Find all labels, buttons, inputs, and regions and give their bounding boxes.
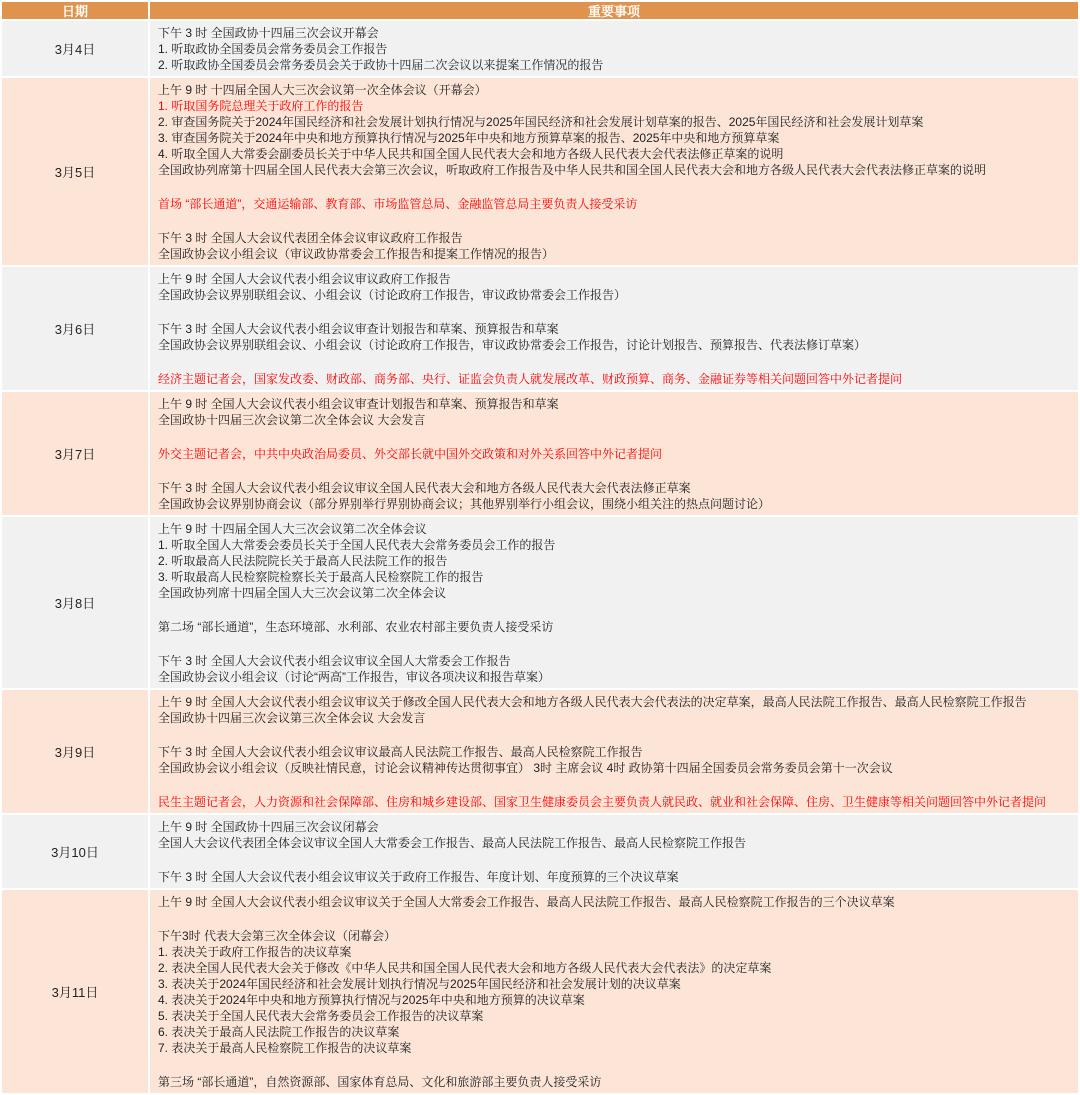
event-line: 全国政协会议界别联组会议、小组会议（讨论政府工作报告，审议政协常委会工作报告，讨论计划报告、预算报告、代表法修订草案） [158, 338, 867, 352]
event-line: 第三场 “部长通道”，自然资源部、国家体育总局、文化和旅游部主要负责人接受采访 [158, 1075, 602, 1089]
date-cell: 3月4日 [2, 21, 148, 76]
event-line: 上午 9 时 全国人大会议代表小组会议审议关于修改全国人民代表大会和地方各级人民代表大会代表法的决定草案，最高人民法院工作报告、最高人民检察院工作报告 [158, 695, 1027, 709]
events-cell [150, 517, 1078, 688]
table-body [2, 21, 1078, 1093]
event-line: 上午 9 时 全国人大会议代表小组会议审查计划报告和草案、预算报告和草案 [158, 397, 559, 411]
event-line: 下午 3 时 全国人大会议代表团全体会议审议政府工作报告 [158, 231, 463, 245]
event-line: 民生主题记者会，人力资源和社会保障部、住房和城乡建设部、国家卫生健康委员会主要负责人就民政、就业和社会保障、住房、卫生健康等相关问题回答中外记者提问 [158, 795, 1047, 809]
event-line: 全国政协列席第十四届全国人民代表大会第三次会议，听取政府工作报告及中华人民共和国全国人民代表大会和地方各级人民代表大会代表法修正草案的说明 [158, 163, 987, 177]
event-line: 1. 表决关于政府工作报告的决议草案 [158, 945, 352, 959]
event-line: 上午 9 时 全国人大会议代表小组会议审议政府工作报告 [158, 272, 451, 286]
table-row [2, 690, 1078, 813]
date-column-header: 日期 [2, 2, 148, 19]
date-cell: 3月8日 [2, 517, 148, 688]
event-line: 4. 听取全国人大常委会副委员长关于中华人民共和国全国人民代表大会和地方各级人民代表大会代表法修正草案的说明 [158, 147, 784, 161]
event-line-spacer [158, 851, 1070, 869]
event-line: 全国政协会议小组会议（讨论“两高”工作报告，审议各项决议和报告草案） [158, 670, 550, 684]
event-line-spacer [158, 462, 1070, 480]
event-line: 全国政协会议小组会议（反映社情民意，讨论会议精神传达贯彻事宜） 3时 主席会议 4时 政协第十四届全国委员会常务委员会第十一次会议 [158, 761, 893, 775]
table-row [2, 890, 1078, 1093]
event-line: 3. 表决关于2024年国民经济和社会发展计划执行情况与2025年国民经济和社会发展计划的决议草案 [158, 977, 681, 991]
event-line: 下午 3 时 全国人大会议代表小组会议审议关于政府工作报告、年度计划、年度预算的三个决议草案 [158, 870, 679, 884]
event-line: 外交主题记者会，中共中央政治局委员、外交部长就中国外交政策和对外关系回答中外记者提问 [158, 447, 663, 461]
table-row [2, 392, 1078, 515]
event-line-spacer [158, 1056, 1070, 1074]
event-line: 2. 听取政协全国委员会常务委员会关于政协十四届二次会议以来提案工作情况的报告 [158, 58, 604, 72]
event-line: 全国政协十四届三次会议第二次全体会议 大会发言 [158, 413, 426, 427]
event-line: 7. 表决关于最高人民检察院工作报告的决议草案 [158, 1041, 412, 1055]
date-cell: 3月5日 [2, 78, 148, 265]
table-row [2, 517, 1078, 688]
events-cell [150, 267, 1078, 390]
event-line-spacer [158, 353, 1070, 371]
event-line: 下午3时 代表大会第三次全体会议（闭幕会） [158, 929, 397, 943]
date-cell: 3月11日 [2, 890, 148, 1093]
event-line: 2. 听取最高人民法院院长关于最高人民法院工作的报告 [158, 554, 448, 568]
event-line-spacer [158, 726, 1070, 744]
event-line-spacer [158, 635, 1070, 653]
date-cell: 3月10日 [2, 815, 148, 888]
event-line: 上午 9 时 十四届全国人大三次会议第一次全体会议（开幕会） [158, 83, 487, 97]
event-line: 下午 3 时 全国人大会议代表小组会议审议全国人大常委会工作报告 [158, 654, 511, 668]
events-cell [150, 78, 1078, 265]
event-line: 第二场 “部长通道”，生态环境部、水利部、农业农村部主要负责人接受采访 [158, 620, 554, 634]
table-row [2, 815, 1078, 888]
table-header-row [2, 2, 1078, 19]
event-line: 全国政协会议小组会议（审议政协常委会工作报告和提案工作情况的报告） [158, 247, 555, 261]
event-line: 3. 听取最高人民检察院检察长关于最高人民检察院工作的报告 [158, 570, 484, 584]
event-line: 下午 3 时 全国人大会议代表小组会议审议最高人民法院工作报告、最高人民检察院工作报告 [158, 745, 643, 759]
event-line: 全国人大会议代表团全体会议审议全国人大常委会工作报告、最高人民法院工作报告、最高人民检察院工作报告 [158, 836, 747, 850]
event-line: 下午 3 时 全国政协十四届三次会议开幕会 [158, 26, 379, 40]
event-line: 1. 听取国务院总理关于政府工作的报告 [158, 99, 364, 113]
events-cell [150, 690, 1078, 813]
event-line: 1. 听取全国人大常委会委员长关于全国人民代表大会常务委员会工作的报告 [158, 538, 556, 552]
event-line: 下午 3 时 全国人大会议代表小组会议审查计划报告和草案、预算报告和草案 [158, 322, 559, 336]
event-line: 3. 审查国务院关于2024年中央和地方预算执行情况与2025年中央和地方预算草案的报告、2025年中央和地方预算草案 [158, 131, 780, 145]
date-cell: 3月9日 [2, 690, 148, 813]
table-row [2, 78, 1078, 265]
event-line: 上午 9 时 十四届全国人大三次会议第二次全体会议 [158, 522, 427, 536]
event-line-spacer [158, 428, 1070, 446]
event-line: 2. 审查国务院关于2024年国民经济和社会发展计划执行情况与2025年国民经济和社会发展计划草案的报告、2025年国民经济和社会发展计划草案 [158, 115, 924, 129]
date-cell: 3月6日 [2, 267, 148, 390]
events-cell [150, 815, 1078, 888]
events-cell [150, 392, 1078, 515]
event-line-spacer [158, 601, 1070, 619]
event-line: 上午 9 时 全国人大会议代表小组会议审议关于全国人大常委会工作报告、最高人民法院工作报告、最高人民检察院工作报告的三个决议草案 [158, 895, 895, 909]
event-line-spacer [158, 303, 1070, 321]
event-line: 4. 表决关于2024年中央和地方预算执行情况与2025年中央和地方预算的决议草案 [158, 993, 585, 1007]
event-line-spacer [158, 178, 1070, 196]
event-line: 1. 听取政协全国委员会常务委员会工作报告 [158, 42, 388, 56]
event-line: 2. 表决全国人民代表大会关于修改《中华人民共和国全国人民代表大会和地方各级人民代表大会代表法》的决定草案 [158, 961, 772, 975]
table-row [2, 21, 1078, 76]
event-line: 6. 表决关于最高人民法院工作报告的决议草案 [158, 1025, 400, 1039]
events-cell [150, 21, 1078, 76]
event-line: 上午 9 时 全国政协十四届三次会议闭幕会 [158, 820, 379, 834]
event-line-spacer [158, 776, 1070, 794]
event-line: 全国政协列席十四届全国人大三次会议第二次全体会议 [158, 586, 447, 600]
event-line: 首场 “部长通道”，交通运输部、教育部、市场监管总局、金融监管总局主要负责人接受采访 [158, 197, 638, 211]
event-line: 5. 表决关于全国人民代表大会常务委员会工作报告的决议草案 [158, 1009, 484, 1023]
event-line-spacer [158, 212, 1070, 230]
date-cell: 3月7日 [2, 392, 148, 515]
event-line: 全国政协会议界别联组会议、小组会议（讨论政府工作报告，审议政协常委会工作报告） [158, 288, 627, 302]
events-column-header: 重要事项 [150, 2, 1078, 19]
event-line: 全国政协会议界别协商会议（部分界别举行界别协商会议；其他界别举行小组会议，围绕小组关注的热点问题讨论） [158, 497, 771, 511]
events-cell [150, 890, 1078, 1093]
event-line: 经济主题记者会，国家发改委、财政部、商务部、央行、证监会负责人就发展改革、财政预算、商务、金融证券等相关问题回答中外记者提问 [158, 372, 903, 386]
event-line: 下午 3 时 全国人大会议代表小组会议审议全国人民代表大会和地方各级人民代表大会代表法修正草案 [158, 481, 691, 495]
table-row [2, 267, 1078, 390]
event-line: 全国政协十四届三次会议第三次全体会议 大会发言 [158, 711, 426, 725]
event-line-spacer [158, 910, 1070, 928]
